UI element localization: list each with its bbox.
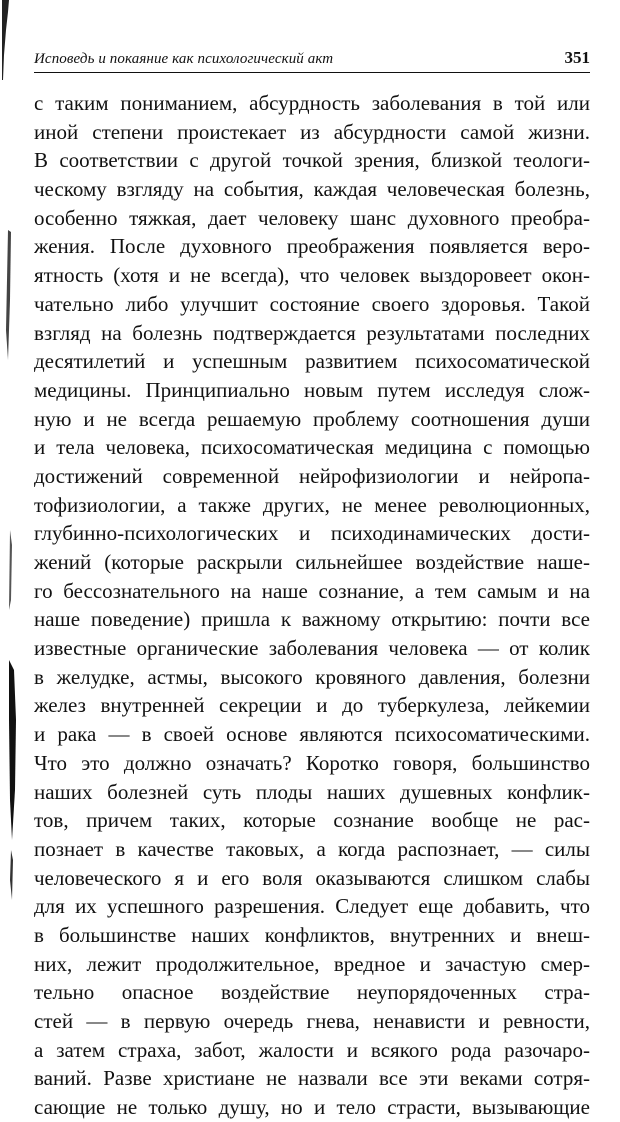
text-line: достижений современной нейрофизиологии и нейропа- [34,463,590,488]
text-line: для их успешного разрешения. Следует еще добавить, что [34,894,590,919]
text-line: взгляд на болезнь подтверждается результатами последних [34,320,590,345]
text-line: них, лежит продолжительное, вредное и зачастую смер- [34,951,590,976]
text-line: десятилетий и успешным развитием психосоматической [34,349,590,374]
text-line: познает в качестве таковых, а когда распознает, — силы [34,836,590,861]
text-line: ную и не всегда решаемую проблему соотношения души [34,406,590,431]
text-line: ваний. Разве христиане не назвали все эти веками сотря- [34,1066,590,1091]
text-line: стей — в первую очередь гнева, ненависти и ревности, [34,1009,590,1033]
text-line: жений (которые раскрыли сильнейшее воздействие наше- [34,550,590,574]
text-line: Что это должно означать? Коротко говоря, большинство [34,750,590,775]
text-line: сающие не только душу, но и тело страсти, вызывающие [34,1095,590,1120]
text-line: а затем страха, забот, жалости и всякого рода разочаро- [34,1037,590,1062]
body-text [34,89,590,1122]
text-line: человеческого я и его воля оказываются слишком слабы [34,865,590,890]
text-line: медицины. Принципиально новым путем исследуя слож- [34,377,590,402]
text-line: особенно тяжкая, дает человеку шанс духовного преобра- [34,205,590,230]
text-line: тельно опасное воздействие неупорядоченных стра- [34,980,590,1005]
text-line: В соответствии с другой точкой зрения, близкой теологи- [34,148,590,173]
scan-edge-artifact [0,0,18,1028]
text-line: в большинстве наших конфликтов, внутренних и внеш- [34,922,590,947]
text-line: чательно либо улучшит состояние своего здоровья. Такой [34,291,590,316]
text-line: наших болезней суть плоды наших душевных конфлик- [34,779,590,804]
text-line: жения. После духовного преображения появляется веро- [34,234,590,259]
text-line: иной степени проистекает из абсурдности самой жизни. [34,119,590,144]
text-line: известные органические заболевания человека — от колик [34,636,590,661]
text-line: и тела человека, психосоматическая медицина с помощью [34,435,590,460]
text-line: в желудке, астмы, высокого кровяного давления, болезни [34,664,590,689]
text-line: тофизиологии, а также других, не менее революционных, [34,492,590,517]
text-line: ятность (хотя и не всегда), что человек выздоровеет окон- [34,263,590,288]
text-line: желез внутренней секреции и до туберкулеза, лейкемии [34,693,590,718]
page-number: 351 [564,48,590,67]
text-line: наше поведение) пришла к важному открытию: почти все [34,607,590,632]
text-line: с таким пониманием, абсурдность заболевания в той или [34,91,590,115]
text-line: глубинно-психологических и психодинамических дости- [34,521,590,546]
text-line: го бессознательного на наше сознание, а тем самым и на [34,578,590,603]
text-line: и рака — в своей основе являются психосоматическими. [34,722,590,747]
running-head [34,42,590,73]
running-head-title: Исповедь и покаяние как психологический акт [34,51,334,67]
text-line: тов, причем таких, которые сознание вообще не рас- [34,808,590,833]
text-line: ческому взгляду на события, каждая человеческая болезнь, [34,177,590,202]
